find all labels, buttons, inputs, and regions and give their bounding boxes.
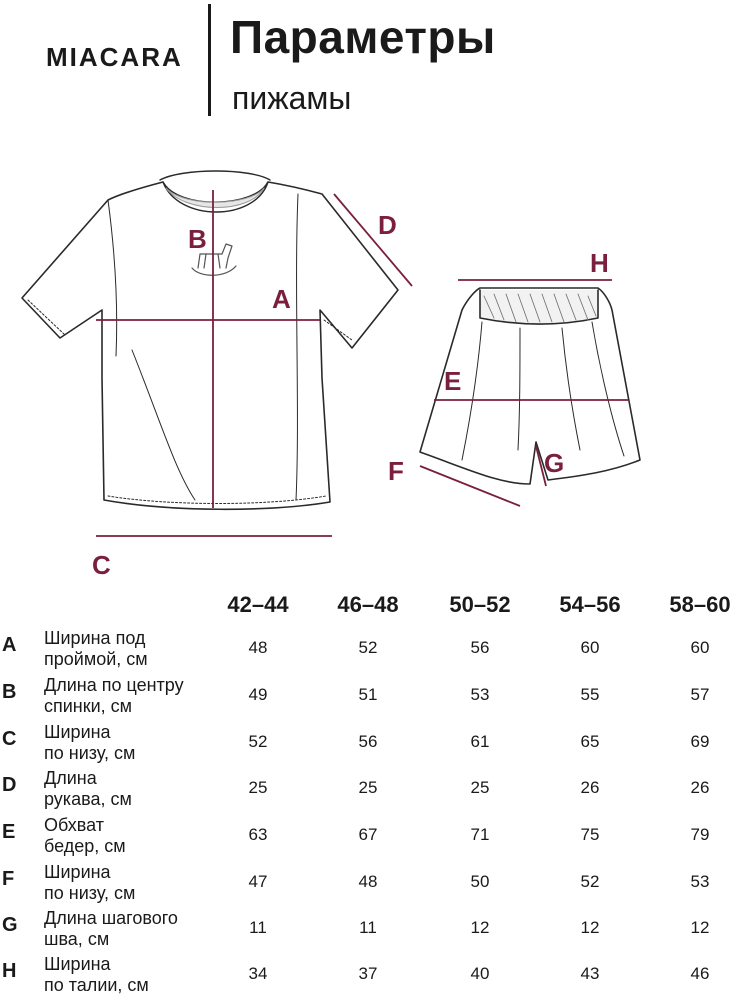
row-value: 48 (248, 638, 268, 657)
row-value: 52 (580, 872, 600, 891)
row-label: Ширина по низу, см (44, 722, 136, 763)
row-letter: B (2, 681, 17, 703)
table-row (0, 954, 735, 998)
row-value: 52 (358, 638, 378, 657)
measure-line-d (334, 194, 412, 286)
row-value: 52 (248, 732, 268, 751)
row-label: Обхват бедер, см (44, 815, 126, 856)
row-value: 61 (470, 732, 490, 751)
row-value: 51 (358, 685, 378, 704)
row-value: 11 (359, 918, 377, 937)
size-header-4: 54–56 (559, 592, 621, 617)
page-title: Параметры (230, 11, 496, 63)
row-value: 56 (358, 732, 378, 751)
row-value: 65 (580, 732, 600, 751)
table-row (0, 908, 735, 952)
row-value: 60 (580, 638, 600, 657)
row-value: 50 (470, 872, 490, 891)
brand-logo: MIACARA (46, 42, 183, 72)
size-header-1: 42–44 (227, 592, 289, 617)
table-row (0, 675, 735, 719)
row-letter: H (2, 960, 17, 982)
size-header-3: 50–52 (449, 592, 511, 617)
row-value: 11 (249, 918, 267, 937)
row-value: 69 (690, 732, 710, 751)
row-value: 79 (690, 825, 710, 844)
row-value: 26 (580, 778, 600, 797)
table-row (0, 815, 735, 859)
row-value: 12 (690, 918, 710, 937)
diagram-letter-e: E (444, 366, 462, 396)
table-row (0, 862, 735, 906)
diagram-letter-c: C (92, 550, 111, 580)
row-letter: G (2, 914, 18, 936)
row-letter: F (2, 868, 15, 890)
row-value: 60 (690, 638, 710, 657)
row-value: 55 (580, 685, 600, 704)
row-value: 48 (358, 872, 378, 891)
row-letter: A (2, 634, 17, 656)
row-value: 37 (358, 964, 378, 983)
row-value: 46 (690, 964, 710, 983)
measure-line-f (420, 466, 520, 506)
row-value: 63 (248, 825, 268, 844)
table-row (0, 722, 735, 766)
row-value: 12 (580, 918, 600, 937)
row-value: 75 (580, 825, 600, 844)
row-label: Длина по центру спинки, см (44, 675, 184, 716)
diagram-letter-a: A (272, 284, 291, 314)
row-value: 71 (470, 825, 490, 844)
row-label: Длина шагового шва, см (44, 908, 178, 949)
diagram-letter-h: H (590, 248, 609, 278)
row-value: 40 (470, 964, 490, 983)
row-value: 56 (470, 638, 490, 657)
tshirt-outline (22, 182, 398, 509)
table-row (0, 628, 735, 672)
row-label: Ширина по низу, см (44, 862, 136, 903)
row-label: Ширина по талии, см (44, 954, 149, 995)
size-header-2: 46–48 (337, 592, 399, 617)
table-row (0, 768, 735, 812)
row-value: 47 (248, 872, 268, 891)
row-value: 43 (580, 964, 600, 983)
row-value: 12 (470, 918, 490, 937)
row-value: 49 (248, 685, 268, 704)
size-header-5: 58–60 (669, 592, 731, 617)
row-value: 53 (690, 872, 710, 891)
row-value: 26 (690, 778, 710, 797)
row-value: 53 (470, 685, 490, 704)
row-label: Длина рукава, см (44, 768, 132, 809)
row-letter: E (2, 821, 16, 843)
diagram-letter-b: B (188, 224, 207, 254)
row-letter: C (2, 728, 17, 750)
title-divider (208, 4, 211, 116)
row-value: 25 (470, 778, 490, 797)
row-label: Ширина под проймой, см (44, 628, 148, 669)
page-subtitle: пижамы (232, 80, 352, 116)
diagram-letter-f: F (388, 456, 404, 486)
diagram-letter-g: G (544, 448, 565, 478)
row-letter: D (2, 774, 17, 796)
garment-diagram (0, 150, 735, 580)
row-value: 25 (248, 778, 268, 797)
row-value: 67 (358, 825, 378, 844)
diagram-letter-d: D (378, 210, 397, 240)
row-value: 34 (248, 964, 268, 983)
row-value: 57 (690, 685, 710, 704)
row-value: 25 (358, 778, 378, 797)
